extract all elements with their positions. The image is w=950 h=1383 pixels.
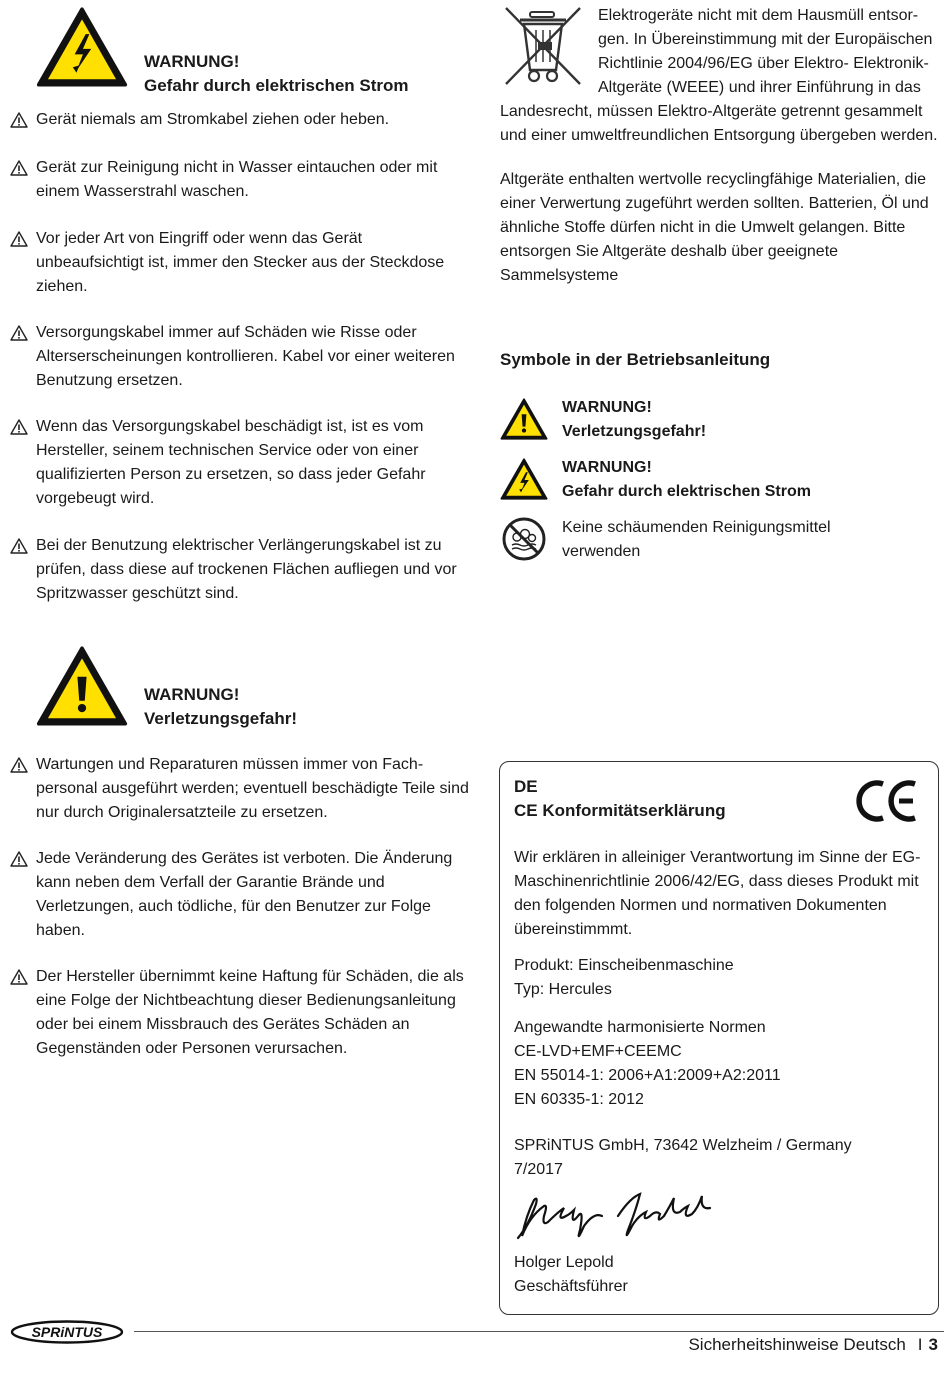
list-item: Gerät zur Reinigung nicht in Wasser eintauchen oder mit einem Wasserstrahl waschen.	[10, 156, 470, 204]
footer	[688, 1333, 938, 1357]
ce-product: Produkt: Einscheibenmaschine	[514, 957, 734, 974]
ce-lang: DE	[514, 777, 538, 796]
ce-signer-role: Geschäftsführer	[514, 1278, 628, 1295]
small-warning-triangle-icon	[10, 851, 28, 867]
small-warning-triangle-icon	[10, 112, 28, 128]
general-warning-icon	[500, 396, 548, 442]
small-warning-triangle-icon	[10, 231, 28, 247]
electric-warning-subtitle: Gefahr durch elektrischen Strom	[144, 76, 409, 95]
ce-norm: EN 55014-1: 2006+A1:2009+A2:2011	[514, 1067, 781, 1084]
list-item: Bei der Benutzung elektrischer Verlängerungskabel ist zu prüfen, dass diese auf trockenen Flächen aufliegen und vor Spritzwasser geschützt sind.	[10, 534, 470, 606]
ce-company: SPRiNTUS GmbH, 73642 Welzheim / Germany	[514, 1137, 852, 1154]
list-item: Jede Veränderung des Gerätes ist verboten. Die Änderung kann neben dem Verfall der Garantie Brände und Verletzungen, auch tödliche, für den Benutzer zur Folge haben.	[10, 847, 470, 943]
svg-text:SPRiNTUS: SPRiNTUS	[31, 1324, 103, 1340]
footer-separator: I	[917, 1335, 923, 1354]
disposal-paragraph-1: Elektrogeräte nicht mit dem Hausmüll entsor- gen. In Übereinstimmung mit der Europäischen Richtlinie 2004/96/EG über Elektro- Elektronik- Altgeräte (WEEE) und ihrer Einführung in das Landesrecht, müssen Elektro-Altgeräte getrennt gesammelt und einer umweltfreundlichen Entsorgung übergeben werden.	[500, 7, 938, 144]
injury-warning-subtitle: Verletzungsgefahr!	[144, 709, 298, 728]
sprintus-logo	[10, 1320, 124, 1344]
high-voltage-warning-icon	[500, 456, 548, 502]
ce-mark-icon	[855, 778, 921, 824]
high-voltage-warning-icon	[36, 6, 128, 88]
small-warning-triangle-icon	[10, 419, 28, 435]
list-item: Versorgungskabel immer auf Schäden wie Risse oder Alterserscheinungen kontrollieren. Kabel vor einer weiteren Benutzung ersetzen.	[10, 321, 470, 393]
general-warning-icon	[36, 645, 128, 727]
footer-section: Sicherheitshinweise Deutsch	[688, 1335, 906, 1354]
list-item: Gerät niemals am Stromkabel ziehen oder heben.	[10, 108, 470, 132]
small-warning-triangle-icon	[10, 160, 28, 176]
small-warning-triangle-icon	[10, 325, 28, 341]
small-warning-triangle-icon	[10, 757, 28, 773]
symbols-heading: Symbole in der Betriebsanleitung	[500, 350, 771, 369]
injury-warning-title: WARNUNG!	[144, 685, 240, 704]
ce-date: 7/2017	[514, 1161, 563, 1178]
ce-declaration-box	[499, 761, 939, 1315]
electric-warning-title: WARNUNG!	[144, 52, 240, 71]
ce-norm: EN 60335-1: 2012	[514, 1091, 644, 1108]
list-item: Wartungen und Reparaturen müssen immer von Fach-personal ausgeführt werden; eventuell beschädigte Teile sind nur durch Originalersatzteile zu ersetzen.	[10, 753, 470, 825]
small-warning-triangle-icon	[10, 969, 28, 985]
ce-norms-heading: Angewandte harmonisierte Normen	[514, 1019, 766, 1036]
disposal-paragraph-2: Altgeräte enthalten wertvolle recyclingfähige Materialien, die einer Verwertung zugeführt werden sollten. Batterien, Öl und ähnliche Stoffe dürfen nicht in die Umwelt gelangen. Bitte entsorgen Sie Altgeräte deshalb über geeignete Sammelsysteme	[500, 171, 929, 284]
ce-statement: Wir erklären in alleiniger Verantwortung im Sinne der EG-Maschinenrichtlinie 2006/42/EG, dass dieses Produkt mit den folgenden Normen und normativen Dokumenten übereinstimmmt.	[514, 849, 921, 938]
ce-norm: CE-LVD+EMF+CEEMC	[514, 1043, 682, 1060]
list-item: Wenn das Versorgungskabel beschädigt ist, ist es vom Hersteller, seinem technischen Service oder von einer qualifizierten Person zu ersetzen, so dass jeder Gefahr vorgebeugt wird.	[10, 415, 470, 511]
ce-title: CE Konformitätserklärung	[514, 801, 726, 820]
footer-rule	[134, 1331, 944, 1332]
signature	[514, 1186, 724, 1252]
page-number: 3	[928, 1335, 938, 1354]
small-warning-triangle-icon	[10, 538, 28, 554]
ce-type: Typ: Hercules	[514, 981, 612, 998]
no-foam-icon	[500, 516, 548, 562]
ce-signer-name: Holger Lepold	[514, 1254, 614, 1271]
list-item: Der Hersteller übernimmt keine Haftung für Schäden, die als eine Folge der Nichtbeachtung dieser Bedienungsanleitung oder bei einem Missbrauch des Gerätes Schäden an Gegenständen oder Personen verursachen.	[10, 965, 470, 1061]
list-item: Vor jeder Art von Eingriff oder wenn das Gerät unbeaufsichtigt ist, immer den Stecker aus der Steckdose ziehen.	[10, 227, 470, 299]
